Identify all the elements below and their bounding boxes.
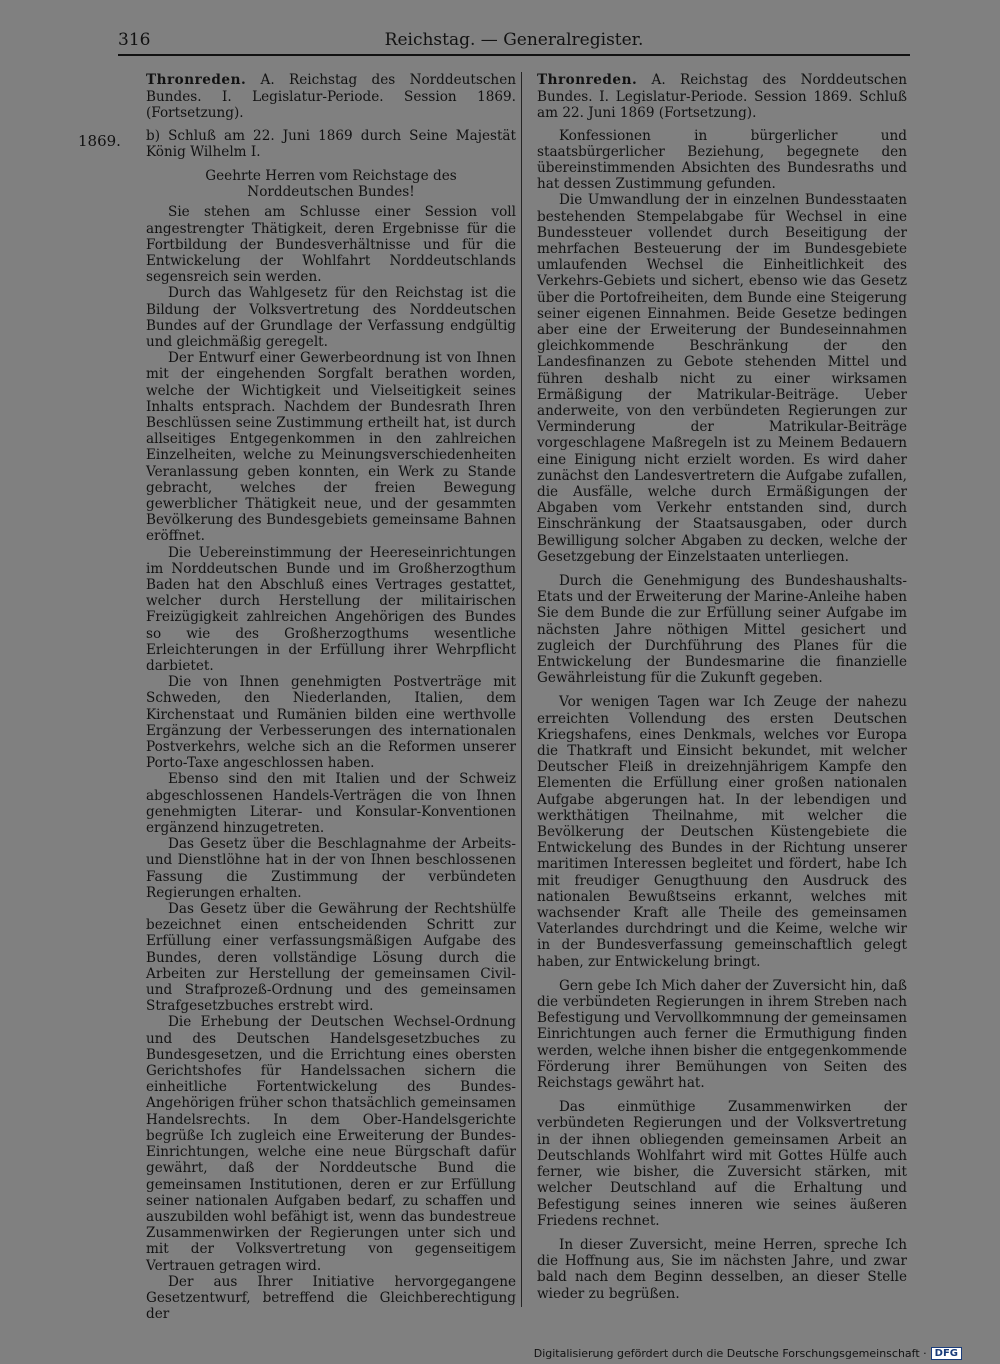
paragraph: Die von Ihnen genehmigten Postverträge mit Schweden, den Niederlanden, Italien, dem Kirchenstaat und Rumänien bilden eine werthvolle Ergänzung der Verbesserungen des internationalen Postverkehrs, welche sich an die Reformen unserer Porto-Taxe angeschlossen haben.: [146, 674, 516, 772]
margin-year: 1869.: [78, 132, 121, 150]
footer-credit: [534, 1347, 962, 1360]
heading-keyword: Thronreden.: [537, 72, 638, 88]
paragraph: Die Umwandlung der in einzelnen Bundesstaaten bestehenden Stempelabgabe für Wechsel in eine Bundessteuer vollendet durch Beseitigung der mehrfachen Besteuerung der im Bundesgebiete umlaufenden Wechsel die Einheitlichkeit des Verkehrs-Gebiets und sichert, ebenso wie das Gesetz über die Portofreiheiten, dem Bunde eine Steigerung seiner eigenen Einnahmen. Beide Gesetze bedingen aber eine der Erweiterung der Bundeseinnahmen gleichkommende Beschränkung der den Landesfinanzen zu Gebote stehenden Mittel und führen deshalb nicht zu einer wirksamen Ermäßigung der Matrikular-Beiträge. Ueber anderweite, von den verbündeten Regierungen zur Verminderung der Matrikular-Beiträge vorgeschlagene Maßregeln ist zu Meinem Bedauern eine Einigung nicht erzielt worden. Es wird daher zunächst den Landesvertretern die Aufgabe zufallen, die Ausfälle, welche durch Ermäßigungen der Abgaben vom Verkehr entstanden sind, durch Einschränkung der Staatsausgaben, oder durch Bewilligung solcher Abgaben zu decken, welche der Gesetzgebung der Einzelstaaten unterliegen.: [537, 192, 907, 565]
heading-keyword: Thronreden.: [146, 72, 247, 88]
paragraph: Die Erhebung der Deutschen Wechsel-Ordnung und des Deutschen Handelsgesetzbuches zu Bundesgesetzen, und die Errichtung eines obersten Gerichtshofes für Handelssachen sichern die einheitliche Fortentwickelung des Bundes-Angehörigen früher schon thatsächlich gemeinsamen Handelsrechts. In dem Ober-Handelsgerichte begrüße Ich zugleich eine Erweiterung der Bundes-Einrichtungen, welche eine neue Bürgschaft dafür gewährt, daß der Norddeutsche Bund die gemeinsamen Institutionen, deren er zur Erfüllung seiner nationalen Aufgaben bedarf, zu schaffen und auszubilden wohl befähigt ist, wenn das bundestreue Zusammenwirken der Regierungen unter sich und mit der Volksvertretung von gegenseitigem Vertrauen getragen wird.: [146, 1014, 516, 1274]
running-title: Reichstag. — Generalregister.: [384, 30, 644, 50]
page-header: [118, 28, 910, 56]
dfg-logo-icon: DFG: [931, 1347, 962, 1360]
paragraph: Durch das Wahlgesetz für den Reichstag ist die Bildung der Volksvertretung des Norddeutschen Bundes auf der Grundlage der Verfassung endgültig und gleichmäßig geregelt.: [146, 285, 516, 350]
section-title: b) Schluß am 22. Juni 1869 durch Seine Majestät König Wilhelm I.: [146, 127, 516, 160]
paragraph: Das Gesetz über die Beschlagnahme der Arbeits- und Dienstlöhne hat in der von Ihnen beschlossenen Fassung die Zustimmung der verbündeten Regierungen erhalten.: [146, 836, 516, 901]
paragraph: Das Gesetz über die Gewährung der Rechtshülfe bezeichnet einen entscheidenden Schritt zur Erfüllung einer verfassungsmäßigen Aufgabe des Bundes, deren vollständige Lösung durch die Arbeiten zur Herstellung der gemeinsamen Civil- und Strafprozeß-Ordnung und des gemeinsamen Strafgesetzbuches erstrebt wird.: [146, 901, 516, 1015]
paragraph: Vor wenigen Tagen war Ich Zeuge der nahezu erreichten Vollendung des ersten Deutschen Kriegshafens, eines Denkmals, welches vor Europa die Thatkraft und Einsicht bekundet, mit welcher Deutscher Fleiß in dreizehnjährigem Kampfe den Elementen die Erfüllung einer großen nationalen Aufgabe abgerungen hat. In der lebendigen und werkthätigen Theilnahme, mit welcher die Bevölkerung der Deutschen Küstengebiete die Entwickelung des Bundes in der Richtung unserer maritimen Interessen begleitet und fördert, habe Ich mit freudiger Genugthuung den Ausdruck des nationalen Bewußtseins erkannt, welches mit wachsender Kraft alle Theile des gemeinsamen Vaterlandes durchdringt und die Keime, welche wir in der Bundesverfassung gemeinschaftlich gelegt haben, zur Entwickelung bringt.: [537, 694, 907, 970]
paragraph: Durch die Genehmigung des Bundeshaushalts-Etats und der Erweiterung der Marine-Anleihe haben Sie dem Bunde die zur Erfüllung seiner Aufgabe im nächsten Jahre nöthigen Mittel gesichert und zugleich der Durchführung des Planes für die Entwickelung der Bundesmarine die finanzielle Gewährleistung für die Zukunft gegeben.: [537, 572, 907, 687]
paragraph: Der aus Ihrer Initiative hervorgegangene Gesetzentwurf, betreffend die Gleichberechtigung der: [146, 1273, 516, 1323]
paragraph: Die Uebereinstimmung der Heereseinrichtungen im Norddeutschen Bunde und im Großherzogthum Baden hat den Abschluß eines Vertrages gestattet, welcher durch Herstellung der militairischen Freizügigkeit zahlreichen Angehörigen des Bundes so wie des Großherzogthums wesentliche Erleichterungen in der Erfüllung ihrer Wehrpflicht darbietet.: [146, 544, 516, 674]
heading-text: A. Reichstag des Norddeutschen Bundes. I. Legislatur-Periode. Session 1869. (Fortsetzung).: [146, 72, 516, 121]
left-column: [146, 72, 516, 1322]
paragraph: In dieser Zuversicht, meine Herren, spreche Ich die Hoffnung aus, Sie im nächsten Jahre, und zwar bald nach dem Beginn desselben, an dieser Stelle wieder zu begrüßen.: [537, 1236, 907, 1302]
paragraph: Sie stehen am Schlusse einer Session voll angestrengter Thätigkeit, deren Ergebnisse für die Fortbildung der Bundesverhältnisse und für die Entwickelung der Wohlfahrt Norddeutschlands segensreich sein werden.: [146, 204, 516, 286]
column-heading: [146, 72, 516, 122]
page-number: 316: [118, 30, 151, 50]
paragraph: Konfessionen in bürgerlicher und staatsbürgerlicher Beziehung, begegnete den übereinstimmenden Absichten des Bundesraths und hat dessen Zustimmung gefunden.: [537, 127, 907, 193]
paragraph: Ebenso sind den mit Italien und der Schweiz abgeschlossenen Handels-Verträgen die von Ihnen genehmigten Literar- und Konsular-Konventionen ergänzend hinzugetreten.: [146, 771, 516, 837]
salutation: Geehrte Herren vom Reichstage des Norddeutschen Bundes!: [205, 167, 457, 201]
paragraph: Der Entwurf einer Gewerbeordnung ist von Ihnen mit der eingehenden Sorgfalt berathen worden, welche der Wichtigkeit und Vielseitigkeit seines Inhalts entsprach. Nachdem der Bundesrath Ihren Beschlüssen seine Zustimmung ertheilt hat, ist durch allseitiges Entgegenkommen in den zahlreichen Einzelheiten, welche zu Meinungsverschiedenheiten Veranlassung geben konnten, ein Werk zu Stande gebracht, welches der freien Bewegung gewerblicher Thätigkeit neue, und der gesammten Bevölkerung des Bundesgebiets gemeinsame Bahnen eröffnet.: [146, 350, 516, 545]
heading-text: A. Reichstag des Norddeutschen Bundes. I. Legislatur-Periode. Session 1869. Schluß am 22. Juni 1869 (Fortsetzung).: [537, 72, 907, 121]
column-divider: [521, 72, 522, 1307]
right-column: [537, 72, 907, 1302]
paragraph: Gern gebe Ich Mich daher der Zuversicht hin, daß die verbündeten Regierungen in ihrem Streben nach Befestigung und Vervollkommnung der gemeinsamen Einrichtungen auch ferner die Ermuthigung finden werden, welche ihnen bisher die entgegenkommende Förderung ihrer Bemühungen von Seiten des Reichstags gewährt hat.: [537, 977, 907, 1092]
credit-text: Digitalisierung gefördert durch die Deutsche Forschungsgemeinschaft ·: [533, 1347, 927, 1360]
column-heading: [537, 72, 907, 122]
paragraph: Das einmüthige Zusammenwirken der verbündeten Regierungen und der Volksvertretung in der ihnen obliegenden gemeinsamen Arbeit an Deutschlands Wohlfahrt wird mit Gottes Hülfe auch ferner, wie bisher, die Zuversicht stärken, mit welcher Deutschland auf die Erhaltung und Befestigung seines inneren wie seines äußeren Friedens rechnet.: [537, 1099, 907, 1229]
